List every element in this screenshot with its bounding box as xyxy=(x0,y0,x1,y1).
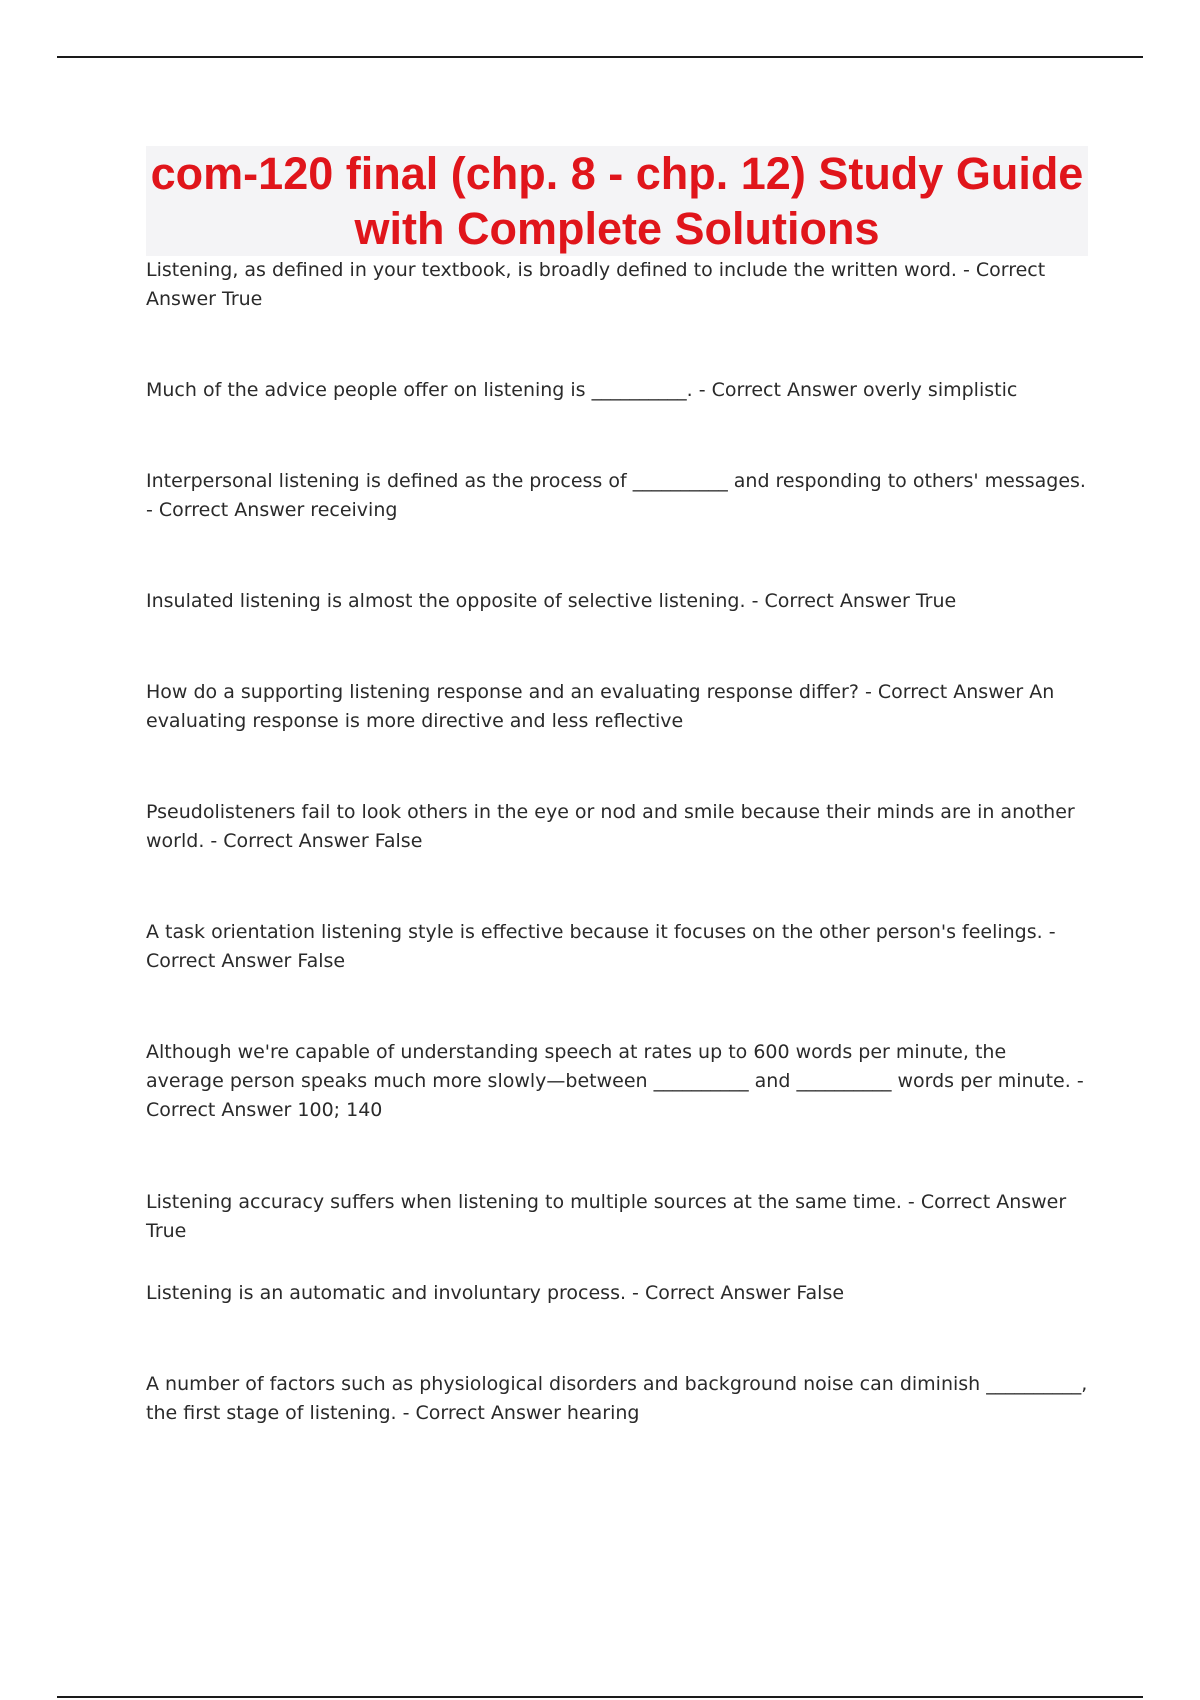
qa-item-8: Although we're capable of understanding speech at rates up to 600 words per minute, the average person speaks much more slowly—between __________ and __________ words per minute. - Correct Answer 100; 140 xyxy=(146,1041,1084,1121)
qa-item-10: Listening is an automatic and involuntary process. - Correct Answer False xyxy=(146,1282,845,1304)
qa-item-4: Insulated listening is almost the opposite of selective listening. - Correct Answer True xyxy=(146,590,957,612)
document-page xyxy=(146,146,1088,1430)
qa-item-11: A number of factors such as physiological disorders and background noise can diminish __________, the first stage of listening. - Correct Answer hearing xyxy=(146,1373,1088,1424)
qa-item-5: How do a supporting listening response and an evaluating response differ? - Correct Answer An evaluating response is more directive and less reflective xyxy=(146,681,1055,732)
qa-item-3: Interpersonal listening is defined as the process of __________ and responding to others' messages. - Correct Answer receiving xyxy=(146,470,1086,521)
qa-item-7: A task orientation listening style is effective because it focuses on the other person's feelings. - Correct Answer False xyxy=(146,921,1056,972)
qa-item-1: Listening, as defined in your textbook, is broadly defined to include the written word. - Correct Answer True xyxy=(146,259,1046,310)
qa-item-2: Much of the advice people offer on listening is __________. - Correct Answer overly simplistic xyxy=(146,379,1018,401)
qa-item-6: Pseudolisteners fail to look others in the eye or nod and smile because their minds are in another world. - Correct Answer False xyxy=(146,801,1075,852)
document-title: com-120 final (chp. 8 - chp. 12) Study Guide with Complete Solutions xyxy=(150,148,1084,254)
header-rule xyxy=(57,56,1143,58)
title-banner xyxy=(146,146,1088,256)
question-answer-list xyxy=(146,256,1088,1430)
qa-item-9: Listening accuracy suffers when listening to multiple sources at the same time. - Correct Answer True xyxy=(146,1191,1067,1242)
footer-rule xyxy=(57,1696,1143,1698)
